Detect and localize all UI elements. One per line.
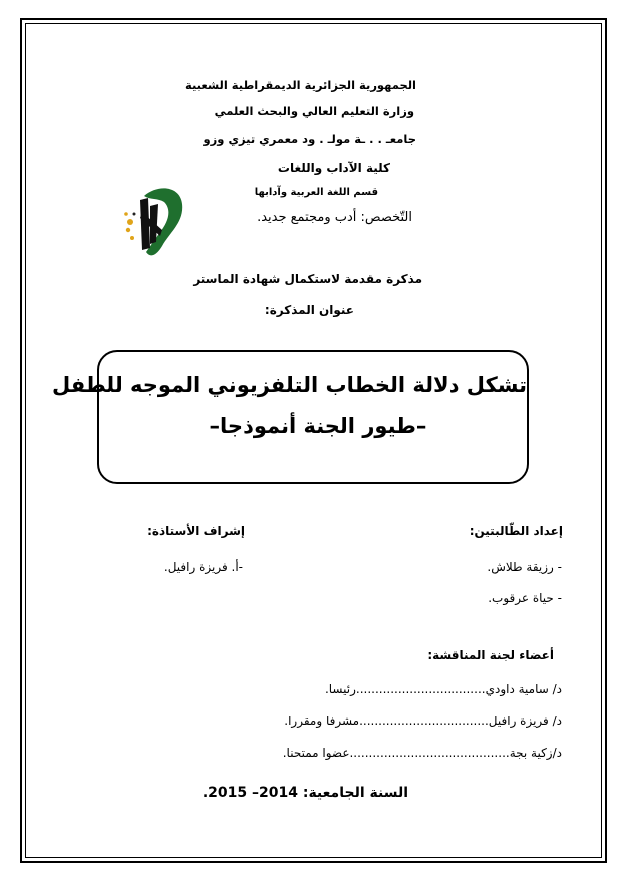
thesis-title-line2: –طيور الجنة أنموذجا– [209, 414, 427, 438]
student-name: - رزيقة طلاش. [487, 560, 562, 574]
ministry-line: وزارة التعليم العالي والبحث العلمي [214, 104, 414, 118]
title-label: عنوان المذكرة: [264, 303, 354, 317]
faculty-line: كلية الآداب واللغات [277, 161, 390, 175]
member-name: د/ سامية داودي [485, 682, 562, 696]
supervisor-name: -أ. فريزة رافيل. [163, 560, 243, 574]
students-heading: إعداد الطّالبتين: [469, 524, 563, 538]
student-name: - حياة عرقوب. [488, 591, 562, 605]
memo-label: مذكرة مقدمة لاستكمال شهادة الماستر [193, 272, 422, 286]
specialty-line: التّخصص: أدب ومجتمع جديد. [257, 210, 412, 225]
member-name: د/زكية بجة [509, 746, 562, 760]
member-role: رئيسا. [324, 682, 356, 696]
republic-line: الجمهورية الجزائرية الديمقراطية الشعبية [184, 78, 416, 92]
committee-member-row [283, 746, 562, 760]
member-name: د/ فريزة رافيل [488, 714, 562, 728]
department-line: قسم اللغة العربية وآدابها [254, 187, 378, 198]
thesis-title-line1: تشكل دلالة الخطاب التلفزيوني الموجه للطفل [51, 373, 527, 397]
member-role: عضوا ممتحنا. [282, 746, 350, 760]
thesis-title-box [51, 350, 529, 484]
member-dots: .................................. [359, 714, 489, 728]
committee-member-row [325, 682, 562, 696]
university-logo [120, 182, 188, 262]
academic-year: السنة الجامعية: 2014– 2015. [202, 785, 408, 801]
committee-member-row [284, 714, 562, 728]
member-role: مشرفا ومقررا. [284, 714, 360, 728]
member-dots: .................................. [355, 682, 486, 696]
member-dots: .......................................... [349, 746, 510, 760]
university-line: جامعـ . . ـة مولـ . ود معمري تيزي وزو [203, 132, 416, 146]
supervisor-heading: إشراف الأستاذة: [147, 524, 245, 538]
committee-heading: أعضاء لجنة المناقشة: [427, 648, 554, 662]
